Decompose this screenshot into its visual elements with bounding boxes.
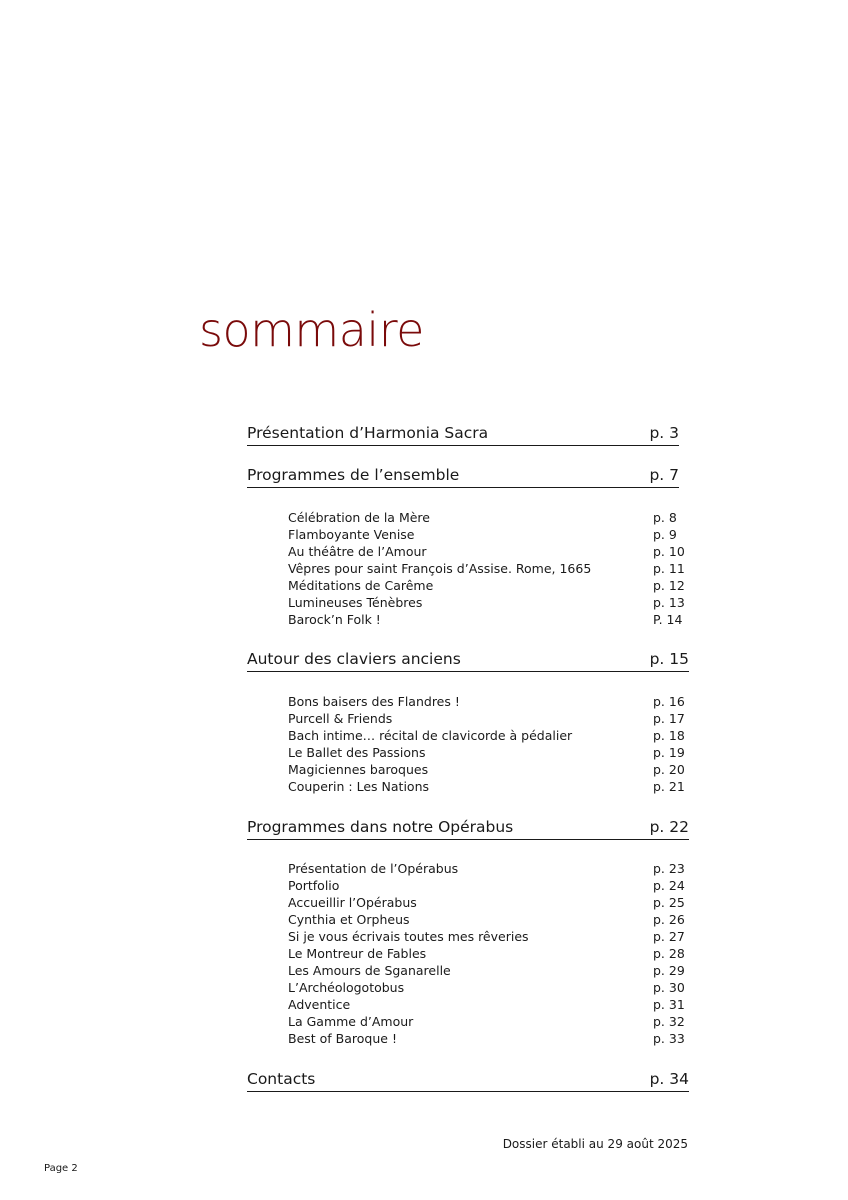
toc-section-label: Présentation d’Harmonia Sacra xyxy=(247,424,489,442)
toc-item[interactable] xyxy=(288,911,685,928)
toc-item[interactable] xyxy=(288,543,685,560)
toc-item-page: p. 28 xyxy=(653,946,685,961)
toc-item-page: p. 27 xyxy=(653,929,685,944)
document-date: Dossier établi au 29 août 2025 xyxy=(502,1137,688,1151)
toc-item-label: Si je vous écrivais toutes mes rêveries xyxy=(288,929,529,944)
toc-item-page: p. 19 xyxy=(653,745,685,760)
toc-item-page: p. 16 xyxy=(653,694,685,709)
toc-item-page: p. 24 xyxy=(653,878,685,893)
toc-item-label: Bons baisers des Flandres ! xyxy=(288,694,460,709)
toc-item-page: p. 33 xyxy=(653,1031,685,1046)
toc-item-label: Flamboyante Venise xyxy=(288,527,415,542)
toc-item-page: p. 9 xyxy=(653,527,677,542)
toc-section[interactable] xyxy=(247,1069,689,1092)
toc-item-page: p. 32 xyxy=(653,1014,685,1029)
toc-section[interactable] xyxy=(247,649,689,672)
toc-item-page: p. 20 xyxy=(653,762,685,777)
toc-item[interactable] xyxy=(288,611,683,628)
toc-item-label: L’Archéologotobus xyxy=(288,980,405,995)
toc-item-label: Purcell & Friends xyxy=(288,711,393,726)
toc-item-label: Le Ballet des Passions xyxy=(288,745,426,760)
toc-item[interactable] xyxy=(288,1013,685,1030)
toc-item[interactable] xyxy=(288,560,685,577)
toc-section-page: p. 22 xyxy=(649,818,689,836)
toc-item-label: Bach intime… récital de clavicorde à pédalier xyxy=(288,728,573,743)
toc-section[interactable] xyxy=(247,423,679,446)
toc-item-label: Couperin : Les Nations xyxy=(288,779,430,794)
toc-item-label: Vêpres pour saint François d’Assise. Rome, 1665 xyxy=(288,561,592,576)
toc-item[interactable] xyxy=(288,761,685,778)
toc-section-page: p. 34 xyxy=(649,1070,689,1088)
toc-item-page: p. 12 xyxy=(653,578,685,593)
toc-item[interactable] xyxy=(288,860,685,877)
toc-item-label: Au théâtre de l’Amour xyxy=(288,544,427,559)
toc-item-label: Accueillir l’Opérabus xyxy=(288,895,417,910)
toc-item[interactable] xyxy=(288,962,685,979)
toc-item-page: p. 23 xyxy=(653,861,685,876)
toc-item[interactable] xyxy=(288,778,685,795)
toc-section-label: Programmes dans notre Opérabus xyxy=(247,818,514,836)
toc-item-label: Best of Baroque ! xyxy=(288,1031,397,1046)
toc-item-label: Barock’n Folk ! xyxy=(288,612,381,627)
toc-item-page: p. 18 xyxy=(653,728,685,743)
toc-item[interactable] xyxy=(288,945,685,962)
toc-item[interactable] xyxy=(288,996,685,1013)
toc-item[interactable] xyxy=(288,509,680,526)
toc-section-label: Contacts xyxy=(247,1070,316,1088)
toc-item[interactable] xyxy=(288,894,685,911)
toc-item-label: Célébration de la Mère xyxy=(288,510,430,525)
toc-item-page: p. 29 xyxy=(653,963,685,978)
page-number: Page 2 xyxy=(44,1163,78,1174)
toc-item-label: Lumineuses Ténèbres xyxy=(288,595,423,610)
toc-item[interactable] xyxy=(288,877,685,894)
toc-item-page: p. 21 xyxy=(653,779,685,794)
toc-item-label: La Gamme d’Amour xyxy=(288,1014,414,1029)
toc-section-page: p. 15 xyxy=(649,650,689,668)
page-title: sommaire xyxy=(199,303,424,357)
toc-item[interactable] xyxy=(288,1030,685,1047)
toc-item-label: Le Montreur de Fables xyxy=(288,946,427,961)
toc-item[interactable] xyxy=(288,526,680,543)
toc-item-page: p. 8 xyxy=(653,510,677,525)
toc-section-label: Programmes de l’ensemble xyxy=(247,466,460,484)
toc-item-label: Portfolio xyxy=(288,878,340,893)
toc-item-label: Cynthia et Orpheus xyxy=(288,912,410,927)
toc-item[interactable] xyxy=(288,577,685,594)
toc-item-page: p. 17 xyxy=(653,711,685,726)
toc-item-label: Les Amours de Sganarelle xyxy=(288,963,451,978)
toc-section[interactable] xyxy=(247,817,689,840)
toc-item[interactable] xyxy=(288,928,685,945)
toc-item[interactable] xyxy=(288,744,685,761)
toc-item-label: Adventice xyxy=(288,997,351,1012)
toc-item-page: p. 30 xyxy=(653,980,685,995)
toc-section-page: p. 3 xyxy=(649,424,679,442)
toc-item-page: p. 11 xyxy=(653,561,685,576)
toc-item-page: P. 14 xyxy=(653,612,683,627)
toc-item-label: Présentation de l’Opérabus xyxy=(288,861,459,876)
toc-item-page: p. 26 xyxy=(653,912,685,927)
toc-item-page: p. 10 xyxy=(653,544,685,559)
toc-section-label: Autour des claviers anciens xyxy=(247,650,461,668)
toc-item[interactable] xyxy=(288,693,685,710)
toc-item-label: Méditations de Carême xyxy=(288,578,434,593)
toc-item[interactable] xyxy=(288,710,685,727)
toc-item[interactable] xyxy=(288,594,685,611)
toc-item[interactable] xyxy=(288,727,685,744)
toc-item-page: p. 25 xyxy=(653,895,685,910)
toc-item-page: p. 31 xyxy=(653,997,685,1012)
toc-section[interactable] xyxy=(247,465,679,488)
toc-item-page: p. 13 xyxy=(653,595,685,610)
toc-section-page: p. 7 xyxy=(649,466,679,484)
toc-item-label: Magiciennes baroques xyxy=(288,762,429,777)
toc-item[interactable] xyxy=(288,979,685,996)
